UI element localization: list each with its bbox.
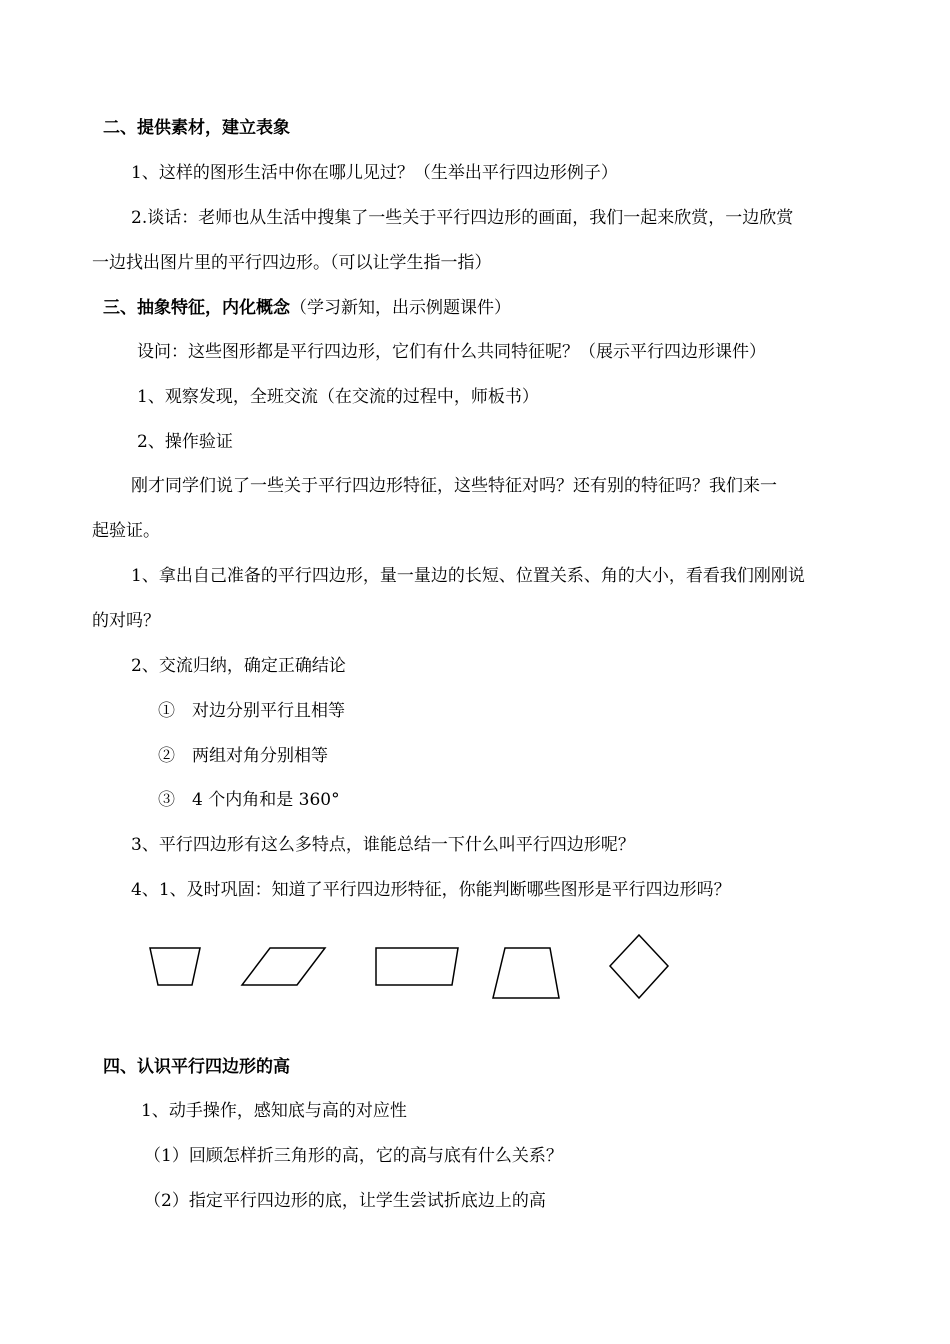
section3-para-line1: 刚才同学们说了一些关于平行四边形特征，这些特征对吗？还有别的特征吗？我们来一 bbox=[131, 476, 777, 496]
quadrilateral-shape bbox=[376, 948, 458, 985]
section3-step1: 1、观察发现，全班交流（在交流的过程中，师板书） bbox=[137, 387, 539, 407]
section4-heading: 四、认识平行四边形的高 bbox=[103, 1057, 290, 1077]
conclusion-item: ① 对边分别平行且相等 bbox=[158, 701, 345, 721]
section4-sub1: （1）回顾怎样折三角形的高，它的高与底有什么关系？ bbox=[144, 1146, 563, 1166]
section3-para-line2: 起验证。 bbox=[92, 521, 160, 541]
section3-task1-line2: 的对吗？ bbox=[92, 611, 160, 631]
section3-task4: 4、1、及时巩固：知道了平行四边形特征，你能判断哪些图形是平行四边形吗？ bbox=[131, 880, 731, 900]
conclusion-item: ② 两组对角分别相等 bbox=[158, 746, 328, 766]
section2-item2-line1: 2.谈话：老师也从生活中搜集了一些关于平行四边形的画面，我们一起来欣赏，一边欣赏 bbox=[131, 208, 794, 228]
parallelogram-shape bbox=[242, 948, 325, 985]
section2-heading: 二、提供素材，建立表象 bbox=[103, 118, 290, 138]
section3-task3: 3、平行四边形有这么多特点，谁能总结一下什么叫平行四边形呢？ bbox=[131, 835, 635, 855]
trapezoid-shape bbox=[493, 948, 559, 998]
section3-heading-note: （学习新知，出示例题课件） bbox=[290, 298, 511, 318]
section3-task2: 2、交流归纳，确定正确结论 bbox=[131, 656, 346, 676]
section3-question: 设问：这些图形都是平行四边形，它们有什么共同特征呢？（展示平行四边形课件） bbox=[137, 342, 766, 362]
section4-item1: 1、动手操作，感知底与高的对应性 bbox=[141, 1101, 407, 1121]
section4-sub2: （2）指定平行四边形的底，让学生尝试折底边上的高 bbox=[144, 1191, 546, 1211]
conclusion-item: ③ 4 个内角和是 360° bbox=[158, 790, 340, 810]
section3-heading: 三、抽象特征，内化概念 bbox=[103, 298, 290, 318]
section3-heading-row bbox=[103, 297, 511, 319]
section3-step2: 2、操作验证 bbox=[137, 432, 233, 452]
section3-task1-line1: 1、拿出自己准备的平行四边形，量一量边的长短、位置关系、角的大小，看看我们刚刚说 bbox=[131, 566, 805, 586]
rhombus-shape bbox=[610, 935, 668, 998]
section2-item1: 1、这样的图形生活中你在哪儿见过？（生举出平行四边形例子） bbox=[131, 163, 618, 183]
quadrilateral-shapes-figure bbox=[140, 930, 680, 1010]
inverted-trapezoid-shape bbox=[150, 948, 200, 985]
section2-item2-line2: 一边找出图片里的平行四边形。（可以让学生指一指） bbox=[92, 253, 492, 273]
